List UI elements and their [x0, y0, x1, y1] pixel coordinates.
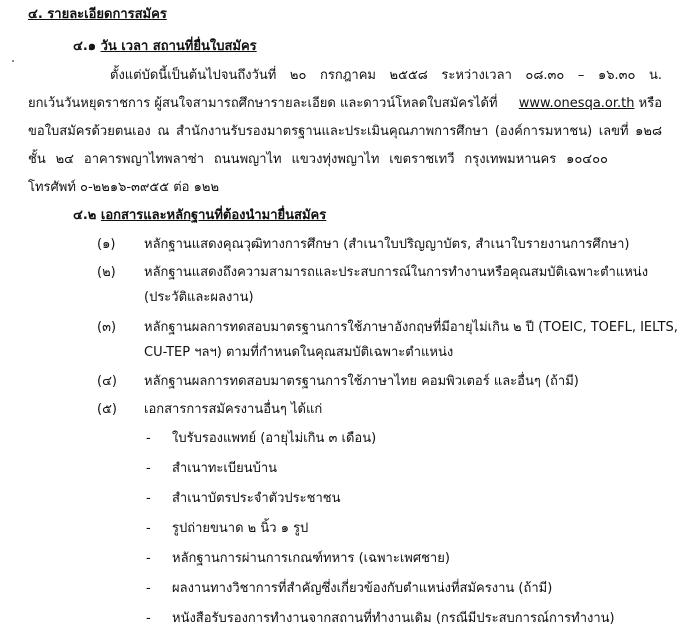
bullet-dash: -	[146, 491, 151, 506]
list-item-text: หลักฐานผลการทดสอบมาตรฐานการใช้ภาษาไทย คอมพิวเตอร์ และอื่นๆ (ถ้ามี)	[144, 374, 579, 389]
list-item-text: เอกสารการสมัครงานอื่นๆ ได้แก่	[144, 402, 323, 417]
list-item-number: (๒)	[97, 265, 116, 280]
paragraph-text: ยกเว้นวันหยุดราชการ ผู้สนใจสามารถศึกษารายละเอียด และดาวน์โหลดใบสมัครได้ที่	[28, 96, 498, 111]
sub-item-text: สำเนาบัตรประจำตัวประชาชน	[172, 491, 341, 506]
scan-speck	[12, 60, 14, 62]
section-4-heading: ๔. รายละเอียดการสมัคร	[28, 7, 167, 22]
list-item-text: หลักฐานผลการทดสอบมาตรฐานการใช้ภาษาอังกฤษที่มีอายุไม่เกิน ๒ ปี (TOEIC, TOEFL, IELTS,	[144, 320, 678, 335]
section-4-1-heading	[73, 38, 257, 56]
section-4-1-paragraph-line-2	[28, 95, 662, 113]
section-4-2-heading	[73, 207, 326, 225]
section-4-2-number: ๔.๒	[73, 208, 97, 223]
sub-item-text: ใบรับรองแพทย์ (อายุไม่เกิน ๓ เดือน)	[172, 431, 377, 446]
list-item-number: (๑)	[97, 237, 116, 252]
list-item-text-continued: (ประวัติและผลงาน)	[144, 290, 254, 305]
bullet-dash: -	[146, 581, 151, 596]
section-4-1-number: ๔.๑	[73, 39, 97, 54]
bullet-dash: -	[146, 521, 151, 536]
section-4-1-paragraph-line-4: ชั้น ๒๔ อาคารพญาไทพลาซ่า ถนนพญาไท แขวงทุ่งพญาไท เขตราชเทวี กรุงเทพมหานคร ๑๐๔๐๐	[28, 152, 608, 167]
website-link[interactable]: www.onesqa.or.th	[518, 96, 635, 111]
sub-item-text: หลักฐานการผ่านการเกณฑ์ทหาร (เฉพาะเพศชาย)	[172, 551, 450, 566]
list-item-text-continued: CU-TEP ฯลฯ) ตามที่กำหนดในคุณสมบัติเฉพาะตำแหน่ง	[144, 345, 454, 360]
section-4-2-title: เอกสารและหลักฐานที่ต้องนำมายื่นสมัคร	[100, 208, 327, 223]
sub-item-text: รูปถ่ายขนาด ๒ นิ้ว ๑ รูป	[172, 521, 309, 536]
bullet-dash: -	[146, 611, 151, 626]
sub-item-text: ผลงานทางวิชาการที่สำคัญซึ่งเกี่ยวข้องกับตำแหน่งที่สมัครงาน (ถ้ามี)	[172, 581, 553, 596]
list-item-number: (๔)	[97, 374, 117, 389]
sub-item-text: สำเนาทะเบียนบ้าน	[172, 461, 278, 476]
sub-item-text: หนังสือรับรองการทำงานจากสถานที่ทำงานเดิม (กรณีมีประสบการณ์การทำงาน)	[172, 611, 615, 626]
list-item-number: (๓)	[97, 320, 117, 335]
section-4-1-paragraph-line-5: โทรศัพท์ ๐-๒๒๑๖-๓๙๕๕ ต่อ ๑๒๒	[28, 180, 220, 195]
list-item-text: หลักฐานแสดงคุณวุฒิทางการศึกษา (สำเนาใบปริญญาบัตร, สำเนาใบรายงานการศึกษา)	[144, 237, 630, 252]
section-4-1-title: วัน เวลา สถานที่ยื่นใบสมัคร	[100, 39, 257, 54]
paragraph-text: หรือ	[638, 96, 662, 111]
bullet-dash: -	[146, 461, 151, 476]
section-4-1-paragraph-line-3: ขอใบสมัครด้วยตนเอง ณ สำนักงานรับรองมาตรฐานและประเมินคุณภาพการศึกษา (องค์การมหาชน) เลขที่ ๑๒๘	[28, 124, 662, 139]
bullet-dash: -	[146, 431, 151, 446]
section-4-1-paragraph-line-1: ตั้งแต่บัดนี้เป็นต้นไปจนถึงวันที่ ๒๐ กรกฎาคม ๒๕๕๘ ระหว่างเวลา ๐๘.๓๐ – ๑๖.๓๐ น.	[110, 68, 662, 83]
list-item-text: หลักฐานแสดงถึงความสามารถและประสบการณ์ในการทำงานหรือคุณสมบัติเฉพาะตำแหน่ง	[144, 265, 649, 280]
bullet-dash: -	[146, 551, 151, 566]
list-item-number: (๕)	[97, 402, 117, 417]
